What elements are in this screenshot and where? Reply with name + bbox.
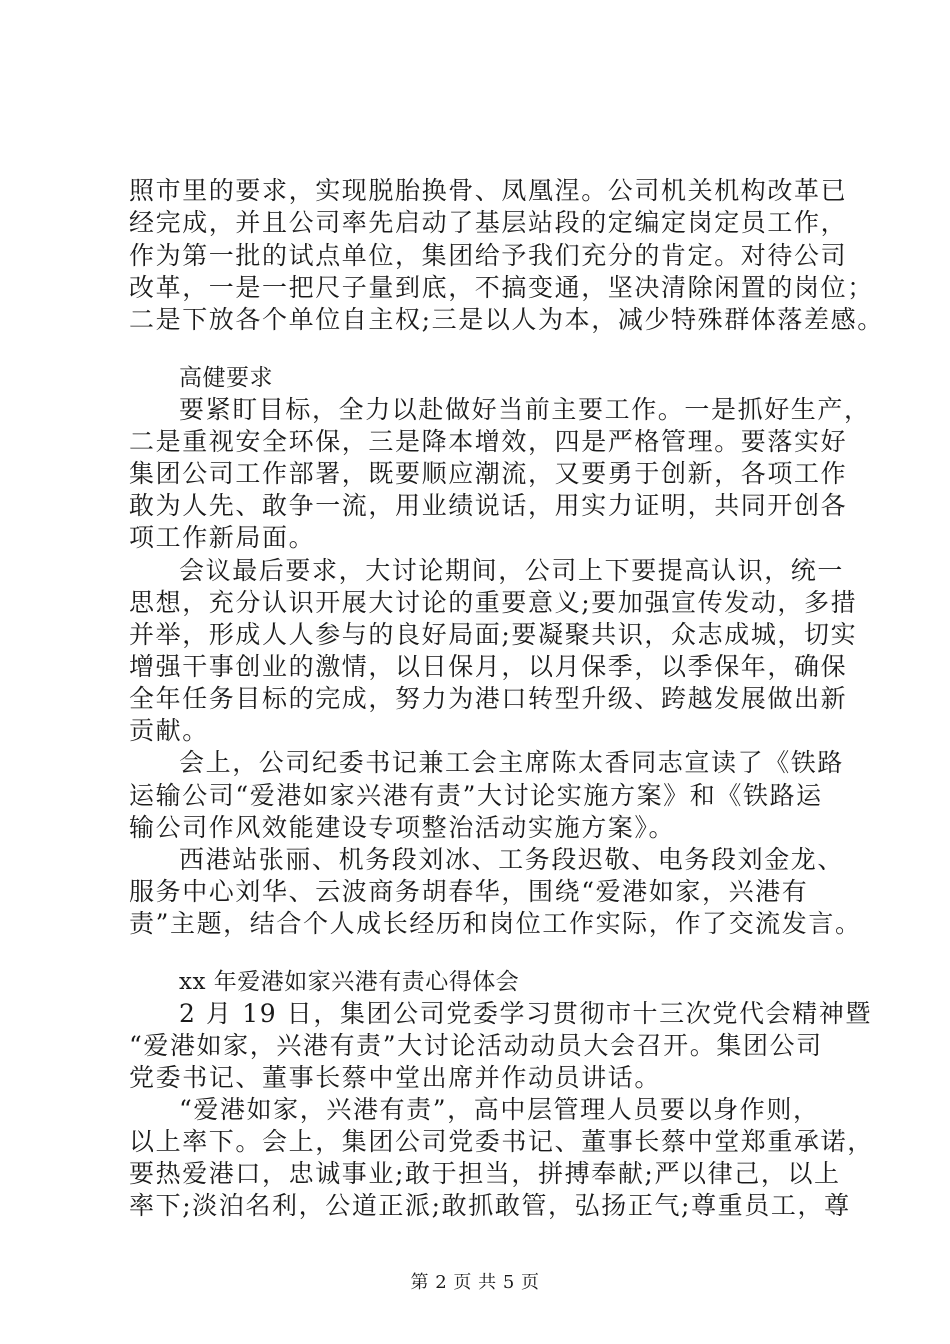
paragraph-line: 贡献。 (129, 716, 209, 745)
paragraph-line: 要热爱港口，忠诚事业;敢于担当，拼搏奉献;严以律己，以上 (129, 1159, 841, 1188)
paragraph-line: 会上，公司纪委书记兼工会主席陈太香同志宣读了《铁路 (179, 748, 845, 777)
page-number-footer: 第 2 页 共 5 页 (410, 1272, 540, 1293)
paragraph-line: 党委书记、董事长蔡中堂出席并作动员讲话。 (129, 1063, 662, 1092)
paragraph-line: 增强干事创业的激情，以日保月，以月保季，以季保年，确保 (129, 652, 848, 681)
paragraph-line: 服务中心刘华、云波商务胡春华，围绕“爱港如家，兴港有 (129, 877, 809, 906)
paragraph-line: 输公司作风效能建设专项整治活动实施方案》。 (129, 813, 676, 842)
paragraph-line: 并举，形成人人参与的良好局面;要凝聚共识，众志成城，切实 (129, 620, 858, 649)
paragraph-line: 二是重视安全环保，三是降本增效，四是严格管理。要落实好 (129, 427, 848, 456)
paragraph-line: 运输公司“爱港如家兴港有责”大讨论实施方案》和《铁路运 (129, 781, 823, 810)
paragraph-line: 责”主题，结合个人成长经历和岗位工作实际，作了交流发言。 (129, 909, 862, 938)
paragraph-line: “爱港如家，兴港有责”大讨论活动动员大会召开。集团公司 (129, 1031, 823, 1060)
paragraph-line: 照市里的要求，实现脱胎换骨、凤凰涅。公司机关机构改革已 (129, 176, 848, 205)
paragraph-line: 2 月 19 日，集团公司党委学习贯彻市十三次党代会精神暨 (179, 999, 872, 1028)
paragraph-line: 以上率下。会上，集团公司党委书记、董事长蔡中堂郑重承诺， (129, 1127, 874, 1156)
paragraph-line: 集团公司工作部署，既要顺应潮流，又要勇于创新，各项工作 (129, 459, 848, 488)
paragraph-line: 敢为人先、敢争一流，用业绩说话，用实力证明，共同开创各 (129, 491, 848, 520)
paragraph-line: 二是下放各个单位自主权;三是以人为本，减少特殊群体落差感。 (129, 305, 884, 334)
paragraph-line: 思想，充分认识开展大讨论的重要意义;要加强宣传发动，多措 (129, 588, 858, 617)
paragraph-line: 作为第一批的试点单位，集团给予我们充分的肯定。对待公司 (129, 241, 848, 270)
paragraph-line: 会议最后要求，大讨论期间，公司上下要提高认识，统一 (179, 556, 845, 585)
paragraph-line: 经完成，并且公司率先启动了基层站段的定编定岗定员工作， (129, 208, 848, 237)
paragraph-line: “爱港如家，兴港有责”，高中层管理人员要以身作则， (179, 1095, 820, 1124)
paragraph-line: 要紧盯目标，全力以赴做好当前主要工作。一是抓好生产， (179, 395, 871, 424)
paragraph-line: 全年任务目标的完成，努力为港口转型升级、跨越发展做出新 (129, 684, 848, 713)
section-heading: xx 年爱港如家兴港有责心得体会 (179, 969, 520, 995)
paragraph-line: 率下;淡泊名利，公道正派;敢抓敢管，弘扬正气;尊重员工，尊 (129, 1191, 851, 1220)
paragraph-line: 西港站张丽、机务段刘冰、工务段迟敬、电务段刘金龙、 (179, 845, 845, 874)
section-heading: 高健要求 (179, 365, 273, 391)
paragraph-line: 改革，一是一把尺子量到底，不搞变通，坚决清除闲置的岗位； (129, 273, 874, 302)
paragraph-line: 项工作新局面。 (129, 523, 316, 552)
